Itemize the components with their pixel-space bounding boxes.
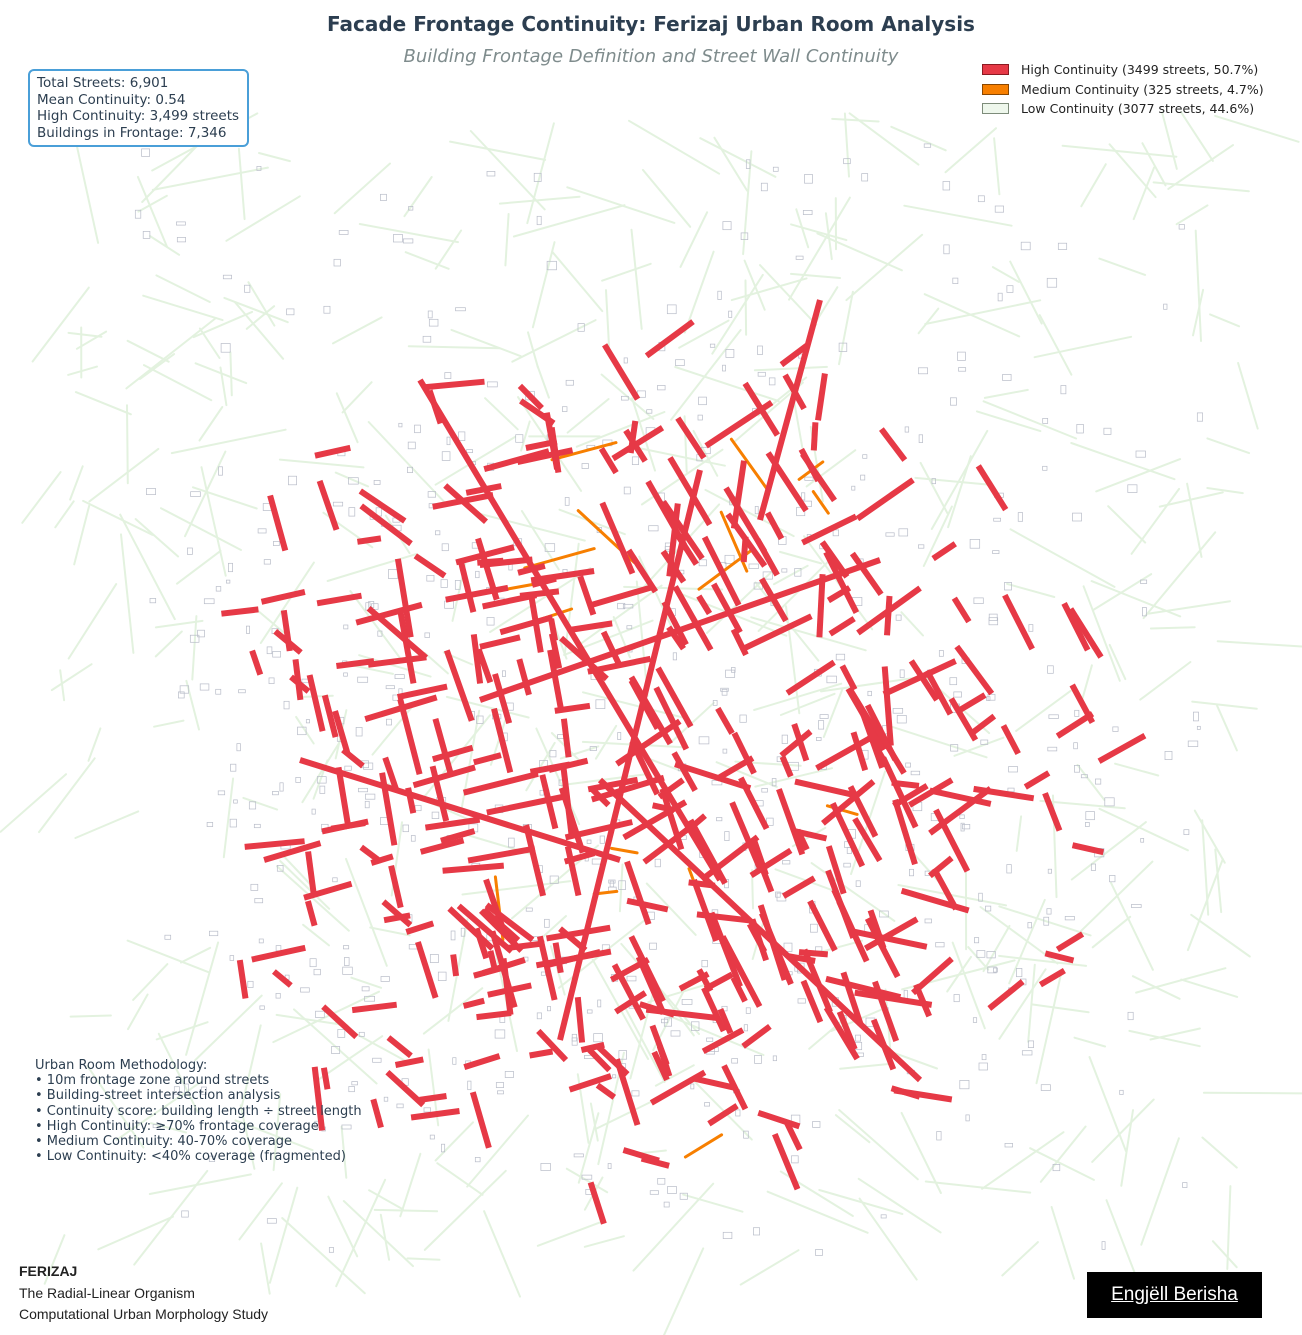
footer-line-1: The Radial-Linear Organism bbox=[19, 1284, 195, 1301]
legend-swatch-high bbox=[982, 64, 1009, 75]
map-subtitle: Building Frontage Definition and Street Wall Continuity bbox=[403, 46, 899, 67]
legend-label-high: High Continuity (3499 streets, 50.7%) bbox=[1021, 62, 1259, 78]
legend-label-low: Low Continuity (3077 streets, 44.6%) bbox=[1021, 101, 1255, 117]
methodology-bullet: • High Continuity: ≥70% frontage coverage bbox=[35, 1118, 319, 1134]
legend-item-low bbox=[982, 99, 1264, 119]
study-footer bbox=[19, 1261, 268, 1326]
summary-stats-box bbox=[28, 69, 249, 147]
author-badge[interactable]: Engjëll Berisha bbox=[1087, 1272, 1262, 1318]
map-legend bbox=[982, 60, 1264, 119]
methodology-notes bbox=[35, 1058, 362, 1164]
methodology-bullet: • Low Continuity: <40% coverage (fragmented) bbox=[35, 1149, 346, 1165]
legend-swatch-low bbox=[982, 103, 1009, 114]
methodology-bullet: • 10m frontage zone around streets bbox=[35, 1073, 270, 1089]
methodology-bullet: • Building-street intersection analysis bbox=[35, 1088, 281, 1104]
footer-line-2: Computational Urban Morphology Study bbox=[19, 1306, 269, 1322]
methodology-bullet: • Continuity score: building length ÷ street length bbox=[35, 1103, 362, 1119]
legend-item-medium bbox=[982, 80, 1264, 100]
legend-swatch-medium bbox=[982, 84, 1009, 95]
methodology-bullet: • Medium Continuity: 40-70% coverage bbox=[35, 1134, 292, 1150]
stat-buildings-in-frontage: Buildings in Frontage: 7,346 bbox=[37, 124, 227, 141]
legend-label-medium: Medium Continuity (325 streets, 4.7%) bbox=[1021, 81, 1264, 97]
stat-high-continuity: High Continuity: 3,499 streets bbox=[37, 108, 240, 124]
map-title: Facade Frontage Continuity: Ferizaj Urban Room Analysis bbox=[327, 12, 975, 36]
stat-mean-continuity: Mean Continuity: 0.54 bbox=[37, 91, 186, 108]
methodology-heading: Urban Room Methodology: bbox=[35, 1058, 208, 1073]
footer-city: FERIZAJ bbox=[19, 1263, 78, 1279]
stat-total-streets: Total Streets: 6,901 bbox=[37, 75, 169, 91]
legend-item-high bbox=[982, 60, 1264, 80]
